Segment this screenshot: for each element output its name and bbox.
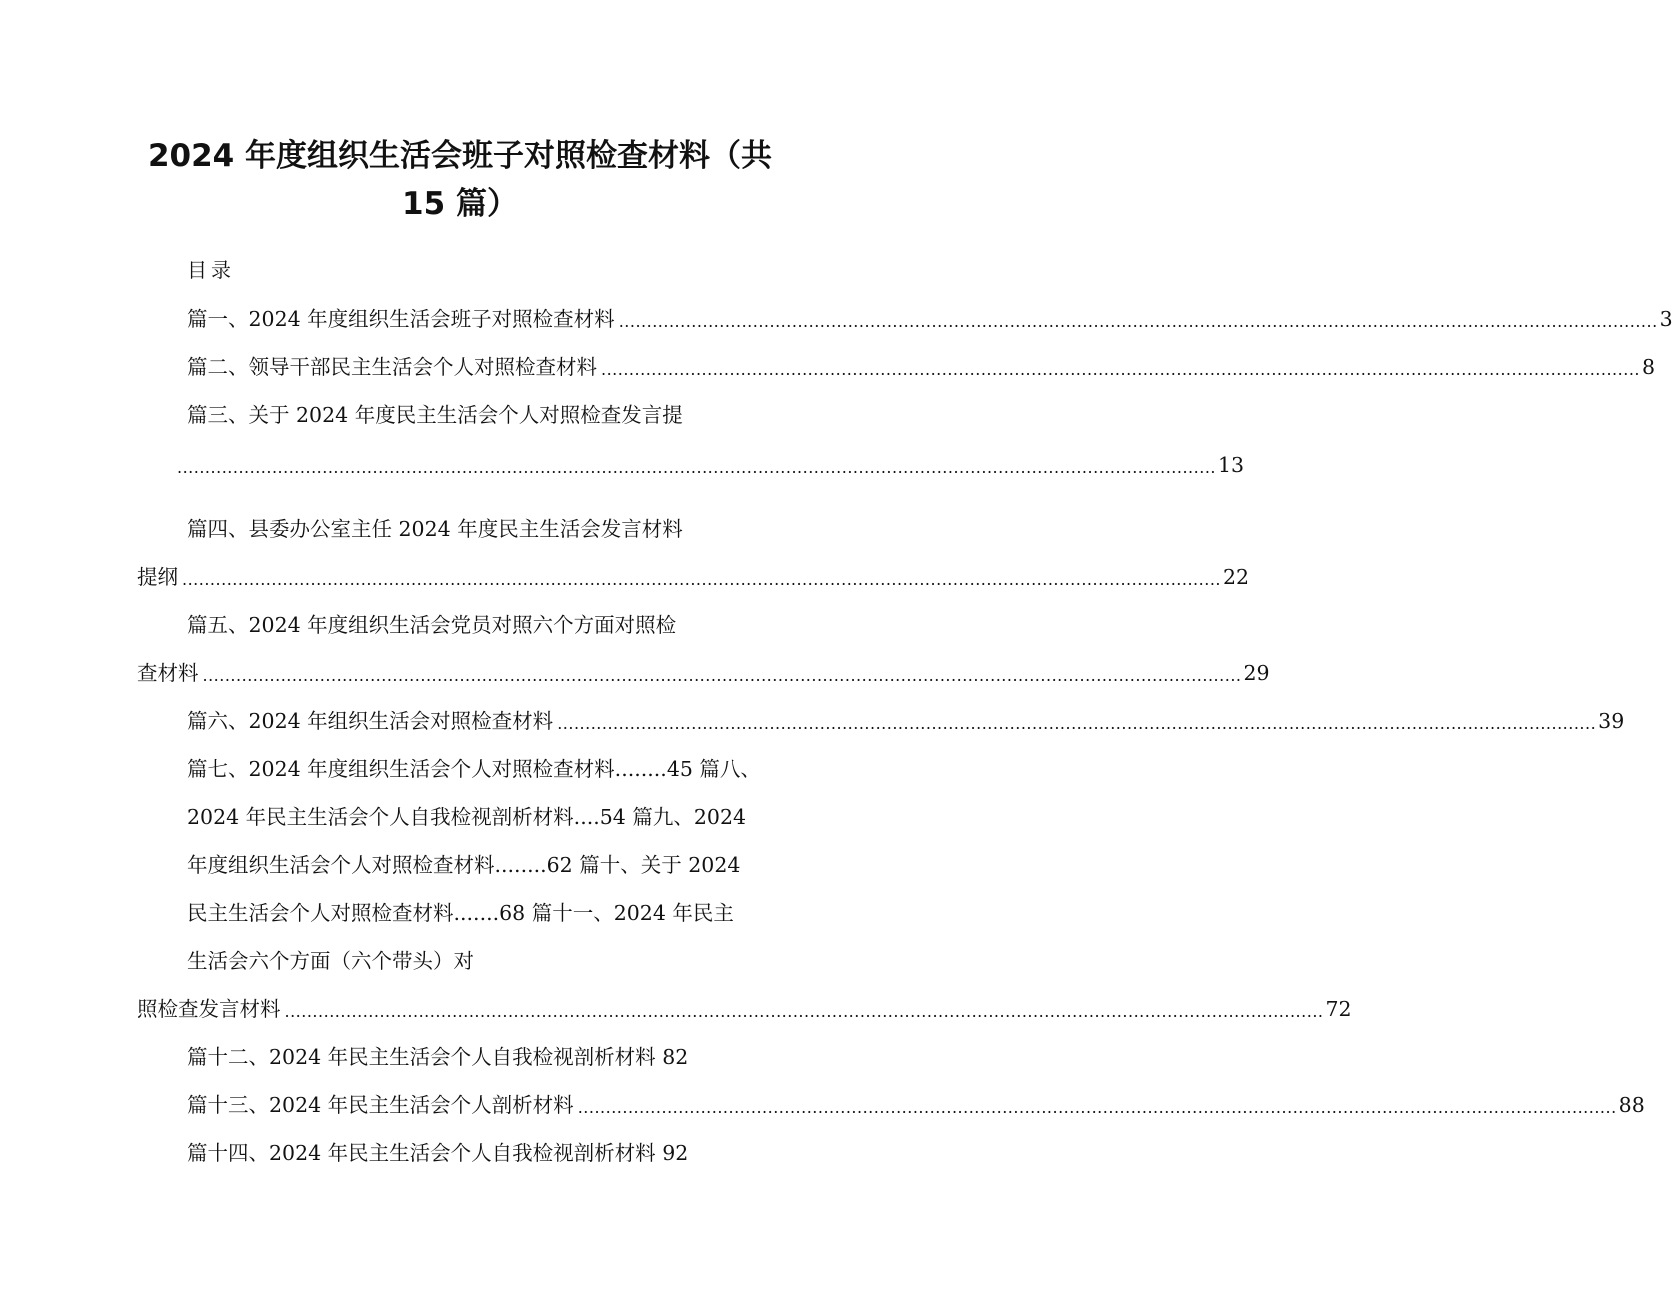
toc-entry[interactable] xyxy=(187,610,676,640)
toc-entry[interactable] xyxy=(187,400,683,430)
toc-entry[interactable] xyxy=(187,1042,688,1072)
dot-leader: .......................................................................................................................................................................................... xyxy=(284,1002,1324,1021)
toc-page-number: 8 xyxy=(1641,355,1656,379)
toc-entry-continuation[interactable] xyxy=(173,450,1245,480)
toc-runon-line[interactable] xyxy=(187,850,740,880)
toc-entry[interactable] xyxy=(187,1138,688,1168)
toc-page-number: 39 xyxy=(1598,709,1625,733)
dot-leader: .......................................................................................................................................................................................... xyxy=(601,360,1640,379)
toc-entry-title: 提纲 xyxy=(137,565,178,589)
dot-leader: .......................................................................................................................................................................................... xyxy=(177,458,1216,477)
toc-entry-title: 篇六、2024 年组织生活会对照检查材料 xyxy=(187,709,554,733)
toc-runon-line[interactable] xyxy=(187,898,734,928)
toc-entry-title: 篇二、领导干部民主生活会个人对照检查材料 xyxy=(187,355,597,379)
toc-page-number: 22 xyxy=(1222,565,1250,589)
toc-entry-title: 篇十四、2024 年民主生活会个人自我检视剖析材料 92 xyxy=(187,1141,689,1165)
toc-entry-continuation[interactable] xyxy=(137,994,1352,1024)
toc-entry[interactable] xyxy=(187,706,1625,736)
dot-leader: .......................................................................................................................................................................................... xyxy=(557,714,1597,733)
dot-leader: .......................................................................................................................................................................................... xyxy=(202,666,1242,685)
toc-entry-title: 篇七、2024 年度组织生活会个人对照检查材料........45 篇八、 xyxy=(187,757,761,781)
toc-entry-title: 生活会六个方面（六个带头）对 xyxy=(187,949,474,973)
toc-runon-line[interactable] xyxy=(187,802,746,832)
toc-entry-title: 照检查发言材料 xyxy=(137,997,281,1021)
toc-entry[interactable] xyxy=(187,304,1673,334)
toc-page-number: 13 xyxy=(1217,453,1245,477)
dot-leader: .......................................................................................................................................................................................... xyxy=(577,1098,1617,1117)
toc-entry-title: 2024 年民主生活会个人自我检视剖析材料....54 篇九、2024 xyxy=(187,805,747,829)
toc-runon-line[interactable] xyxy=(187,946,474,976)
document-title-line-1: 2024 年度组织生活会班子对照检查材料（共 xyxy=(147,138,773,174)
toc-entry[interactable] xyxy=(187,352,1656,382)
toc-entry-continuation[interactable] xyxy=(137,562,1250,592)
toc-entry-title: 查材料 xyxy=(137,661,199,685)
toc-entry-title: 篇三、关于 2024 年度民主生活会个人对照检查发言提 xyxy=(187,403,683,427)
dot-leader: .......................................................................................................................................................................................... xyxy=(618,312,1658,331)
toc-entry-title: 篇十二、2024 年民主生活会个人自我检视剖析材料 82 xyxy=(187,1045,689,1069)
toc-entry-continuation[interactable] xyxy=(137,658,1270,688)
toc-entry[interactable] xyxy=(187,1090,1645,1120)
toc-entry[interactable] xyxy=(187,514,683,544)
dot-leader: .......................................................................................................................................................................................... xyxy=(182,570,1221,589)
toc-entry-title: 篇四、县委办公室主任 2024 年度民主生活会发言材料 xyxy=(187,517,683,541)
toc-entry-title: 年度组织生活会个人对照检查材料........62 篇十、关于 2024 xyxy=(187,853,741,877)
document-title-line-2: 15 篇） xyxy=(402,186,518,222)
toc-entry-title: 篇五、2024 年度组织生活会党员对照六个方面对照检 xyxy=(187,613,677,637)
toc-entry-title: 篇一、2024 年度组织生活会班子对照检查材料 xyxy=(187,307,615,331)
toc-page-number: 88 xyxy=(1618,1093,1645,1117)
toc-page-number: 29 xyxy=(1243,661,1270,685)
toc-page-number: 72 xyxy=(1325,997,1352,1021)
toc-heading: 目录 xyxy=(187,258,235,282)
toc-entry-title: 篇十三、2024 年民主生活会个人剖析材料 xyxy=(187,1093,574,1117)
toc-runon-line[interactable] xyxy=(187,754,761,784)
toc-page-number: 3 xyxy=(1659,307,1673,331)
toc-entry-title: 民主生活会个人对照检查材料.......68 篇十一、2024 年民主 xyxy=(187,901,734,925)
